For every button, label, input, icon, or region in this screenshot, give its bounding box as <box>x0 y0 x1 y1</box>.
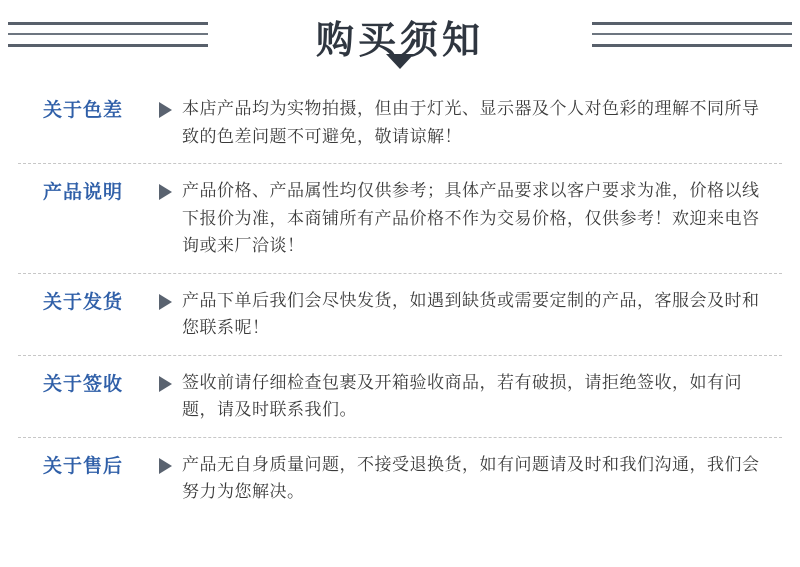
page-title: 购买须知 <box>315 18 484 62</box>
triangle-right-shape <box>159 294 172 310</box>
notice-label: 关于发货 <box>42 290 123 313</box>
header-rule-right-2 <box>592 33 792 35</box>
notice-row <box>18 273 782 355</box>
notice-row <box>18 80 782 163</box>
header-rule-left-1 <box>8 22 208 25</box>
triangle-right-icon <box>148 370 182 392</box>
page-header <box>0 0 800 80</box>
triangle-right-icon <box>148 178 182 200</box>
notice-label: 产品说明 <box>42 181 123 204</box>
notice-text: 产品下单后我们会尽快发货，如遇到缺货或需要定制的产品，客服会及时和您联系呢！ <box>182 290 760 339</box>
triangle-down-icon <box>386 54 414 69</box>
triangle-right-shape <box>159 458 172 474</box>
triangle-right-icon <box>148 96 182 118</box>
header-rule-right-3 <box>592 44 792 47</box>
notice-row <box>18 163 782 273</box>
notice-label: 关于签收 <box>42 372 123 395</box>
notice-list <box>0 80 800 519</box>
triangle-right-icon <box>148 452 182 474</box>
notice-text: 产品价格、产品属性均仅供参考；具体产品要求以客户要求为准，价格以线下报价为准，本商铺所有产品价格不作为交易价格，仅供参考！欢迎来电咨询或来厂洽谈！ <box>182 181 760 257</box>
triangle-right-shape <box>159 102 172 118</box>
notice-label: 关于色差 <box>42 99 123 121</box>
notice-row <box>18 355 782 437</box>
notice-label: 关于售后 <box>42 454 123 477</box>
notice-text: 本店产品均为实物拍摄，但由于灯光、显示器及个人对色彩的理解不同所导致的色差问题不可避免，敬请谅解！ <box>182 99 760 147</box>
notice-text: 签收前请仔细检查包裹及开箱验收商品，若有破损，请拒绝签收，如有问题，请及时联系我们。 <box>182 372 742 421</box>
header-rule-left-2 <box>8 33 208 35</box>
notice-text: 产品无自身质量问题，不接受退换货，如有问题请及时和我们沟通，我们会努力为您解决。 <box>182 454 760 503</box>
triangle-right-icon <box>148 288 182 310</box>
header-rule-left-3 <box>8 44 208 47</box>
triangle-right-shape <box>159 376 172 392</box>
header-rule-right-1 <box>592 22 792 25</box>
triangle-right-shape <box>159 184 172 200</box>
notice-row <box>18 437 782 519</box>
